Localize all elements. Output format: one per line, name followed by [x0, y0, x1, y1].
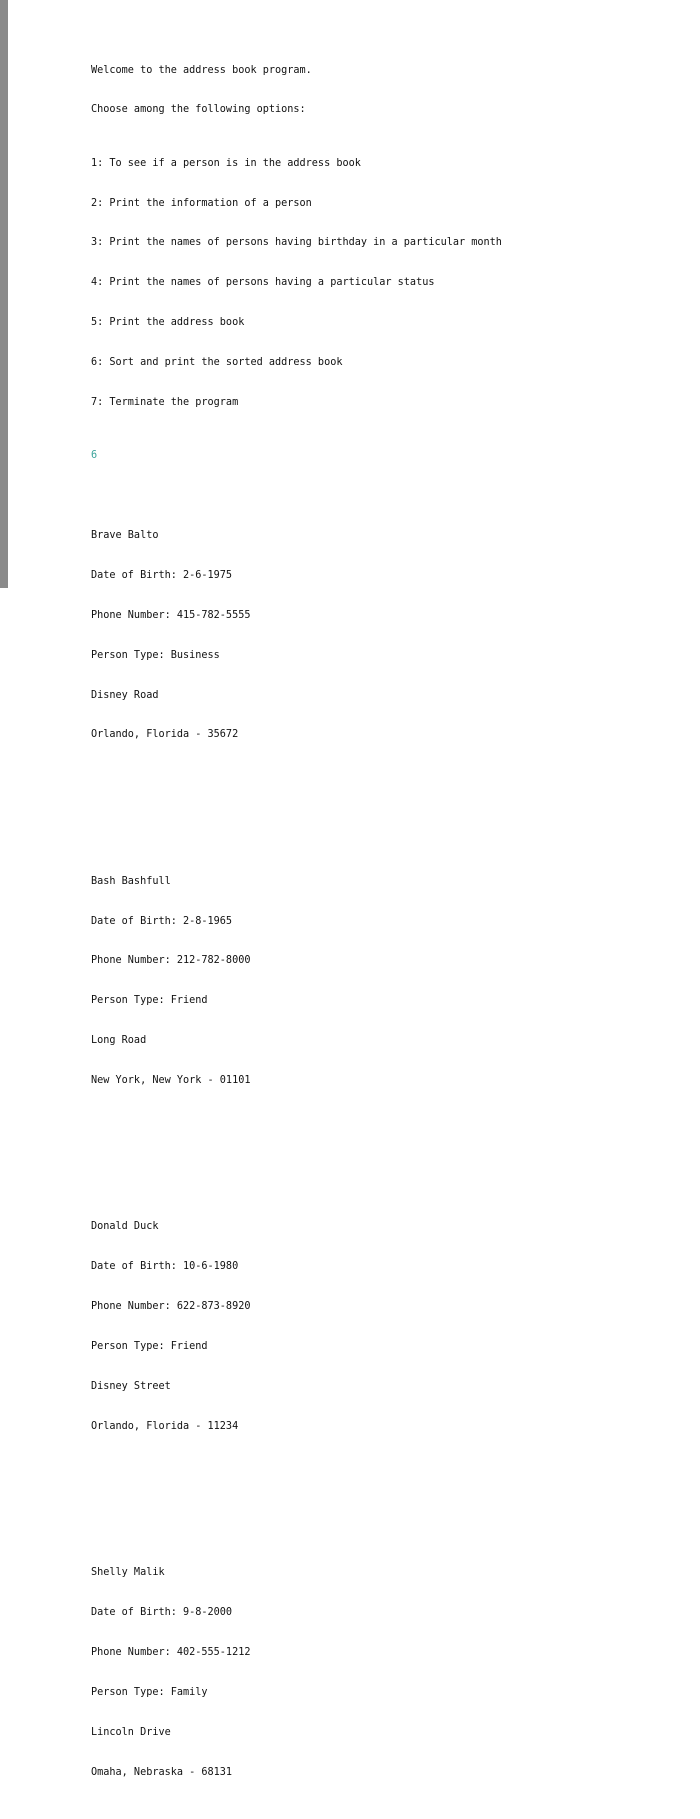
record-type: Person Type: Friend — [91, 1341, 208, 1353]
record-city: Omaha, Nebraska - 68131 — [91, 1766, 233, 1778]
record-name: Donald Duck — [91, 1221, 159, 1233]
spacer — [91, 795, 681, 808]
record-phone: Phone Number: 622-873-8920 — [91, 1301, 251, 1313]
record-name: Shelly Malik — [91, 1567, 165, 1579]
menu-option: 3: Print the names of persons having birthday in a particular month — [91, 237, 502, 249]
welcome-line: Welcome to the address book program. — [91, 64, 312, 76]
record-name: Bash Bashfull — [91, 875, 171, 887]
record-street: Disney Road — [91, 689, 159, 701]
menu-option: 6: Sort and print the sorted address book — [91, 357, 343, 369]
address-record — [91, 502, 681, 768]
record-street: Lincoln Drive — [91, 1726, 171, 1738]
user-input[interactable]: 6 — [91, 450, 98, 462]
menu-option: 1: To see if a person is in the address book — [91, 157, 361, 169]
record-street: Long Road — [91, 1035, 147, 1047]
spacer — [91, 1486, 681, 1499]
record-dob: Date of Birth: 10-6-1980 — [91, 1261, 239, 1273]
record-city: New York, New York - 01101 — [91, 1075, 251, 1087]
record-city: Orlando, Florida - 35672 — [91, 729, 239, 741]
menu-option: 5: Print the address book — [91, 317, 245, 329]
record-phone: Phone Number: 402-555-1212 — [91, 1646, 251, 1658]
record-dob: Date of Birth: 2-6-1975 — [91, 569, 233, 581]
console-output — [91, 37, 681, 1819]
record-type: Person Type: Family — [91, 1686, 208, 1698]
window-edge — [0, 0, 8, 588]
record-dob: Date of Birth: 9-8-2000 — [91, 1607, 233, 1619]
record-phone: Phone Number: 212-782-8000 — [91, 955, 251, 967]
prompt-line: Choose among the following options: — [91, 104, 306, 116]
menu-option: 2: Print the information of a person — [91, 197, 312, 209]
record-phone: Phone Number: 415-782-5555 — [91, 609, 251, 621]
record-dob: Date of Birth: 2-8-1965 — [91, 915, 233, 927]
record-name: Brave Balto — [91, 529, 159, 541]
address-record — [91, 1194, 681, 1460]
record-city: Orlando, Florida - 11234 — [91, 1420, 239, 1432]
record-type: Person Type: Business — [91, 649, 220, 661]
menu-option: 7: Terminate the program — [91, 397, 239, 409]
address-record — [91, 848, 681, 1114]
record-street: Disney Street — [91, 1380, 171, 1392]
address-record — [91, 1540, 681, 1806]
record-type: Person Type: Friend — [91, 995, 208, 1007]
menu-option: 4: Print the names of persons having a particular status — [91, 277, 435, 289]
spacer — [91, 1141, 681, 1154]
